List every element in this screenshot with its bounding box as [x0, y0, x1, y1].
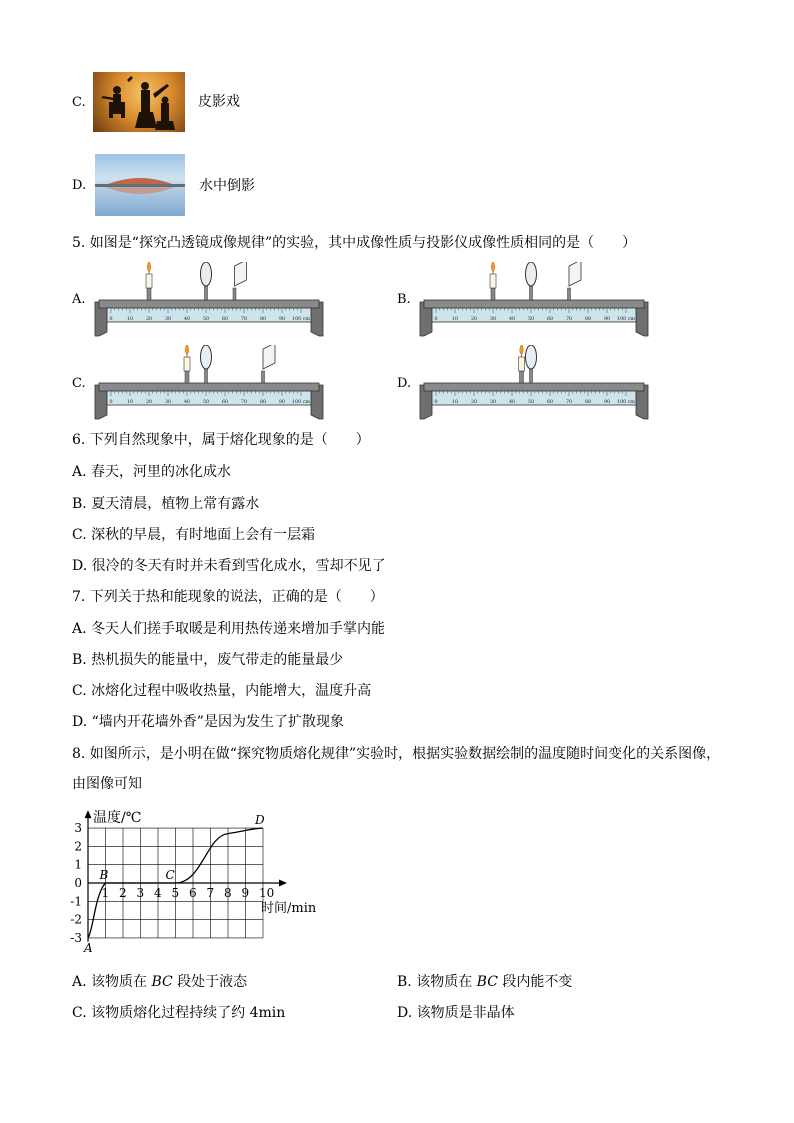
y-tick-label: -2 [70, 912, 82, 927]
ruler-label: 10 [126, 317, 134, 322]
bench-rail [424, 383, 644, 391]
y-tick-label: 0 [74, 876, 82, 890]
y-axis-label: 温度/℃ [93, 810, 142, 827]
y-tick-label: -1 [70, 894, 82, 909]
y-tick-label: 3 [74, 821, 82, 836]
q5-option-b-letter: B. [397, 292, 411, 307]
ruler-label: 50 [527, 400, 535, 405]
lens-holder [530, 286, 533, 300]
x-tick-label: 2 [119, 886, 127, 900]
x-tick-label: 9 [241, 886, 250, 900]
ruler-label: 90 [603, 317, 611, 322]
optical-bench-c [93, 345, 325, 420]
candle-flame [520, 345, 524, 355]
ruler-label: 40 [183, 317, 191, 322]
q5-option-a-letter: A. [72, 292, 86, 307]
light-screen [263, 345, 275, 369]
q5-stem: 5. 如图是“探究凸透镜成像规律”的实验，其中成像性质与投影仪成像性质相同的是（ ） [72, 235, 637, 251]
x-tick-label: 4 [154, 886, 162, 900]
shadow-puppet-image [93, 72, 185, 132]
ruler-label: 30 [164, 317, 172, 322]
q8-option-b-post: 段内能不变 [497, 974, 573, 990]
ruler-label: 60 [546, 317, 554, 322]
ruler-label: 50 [202, 317, 210, 322]
ruler-label: 10 [126, 400, 134, 405]
bench-rail [424, 300, 644, 308]
q5-option-c-letter: C. [72, 376, 86, 391]
x-tick-label: 5 [171, 886, 180, 900]
ruler-label: 100 cm [617, 400, 635, 405]
ruler-label: 40 [183, 400, 191, 405]
x-tick-label: 3 [136, 886, 145, 900]
q8-stem-line1: 8. 如图所示，是小明在做“探究物质熔化规律”实验时，根据实验数据绘制的温度随时间变化的关系图像， [72, 746, 721, 762]
y-axis-arrow [85, 810, 92, 818]
q6-option-c: C. 深秋的早晨，有时地面上会有一层霜 [72, 527, 316, 543]
ruler-label: 60 [221, 400, 229, 405]
melting-curve-chart [60, 795, 340, 965]
q5-option-d-letter: D. [397, 376, 412, 391]
x-tick-label: 8 [224, 886, 232, 900]
ruler-label: 0 [434, 400, 438, 405]
q6-option-a: A. 春天，河里的冰化成水 [72, 464, 232, 480]
q8-option-c: C. 该物质熔化过程持续了约 4min [72, 1005, 286, 1021]
q8-option-a-pre: A. 该物质在 [72, 974, 152, 990]
q8-stem-line2: 由图像可知 [72, 776, 142, 792]
optical-bench-a [93, 262, 325, 337]
ruler-label: 70 [565, 317, 573, 322]
point-label-d: D [255, 813, 265, 828]
q4-option-c-text: 皮影戏 [198, 94, 240, 110]
y-tick-label: 2 [74, 839, 82, 854]
ruler-label: 40 [508, 400, 516, 405]
q8-option-b [397, 975, 572, 989]
q8-option-a-italic: BC [151, 974, 173, 990]
ruler-label: 50 [202, 400, 210, 405]
candle-flame [491, 262, 495, 272]
x-tick-label: 1 [101, 886, 110, 900]
convex-lens [201, 345, 212, 369]
ruler-label: 30 [164, 400, 172, 405]
optical-bench-b [418, 262, 650, 337]
lens-holder [205, 369, 208, 383]
ruler-label: 20 [470, 400, 478, 405]
optical-bench-d [418, 345, 650, 420]
q8-option-b-italic: BC [476, 974, 498, 990]
ruler-label: 100 cm [292, 400, 310, 405]
candle [184, 357, 190, 371]
q6-option-b: B. 夏天清晨，植物上常有露水 [72, 496, 260, 512]
convex-lens [526, 345, 537, 369]
ruler-label: 90 [603, 400, 611, 405]
q7-stem: 7. 下列关于热和能现象的说法，正确的是（ ） [72, 589, 384, 605]
convex-lens [201, 262, 212, 286]
ruler-label: 10 [451, 400, 459, 405]
q8-option-d: D. 该物质是非晶体 [397, 1005, 515, 1021]
q7-option-a: A. 冬天人们搓手取暖是利用热传递来增加手掌内能 [72, 621, 386, 637]
q7-option-b: B. 热机损失的能量中，废气带走的能量最少 [72, 652, 344, 668]
ruler-label: 70 [565, 400, 573, 405]
ruler-label: 10 [451, 317, 459, 322]
ruler-label: 50 [527, 317, 535, 322]
candle [519, 357, 525, 371]
x-tick-label: 6 [189, 886, 197, 900]
lens-holder [530, 369, 533, 383]
candle [490, 274, 496, 288]
q4-option-d-letter: D. [72, 178, 87, 193]
x-tick-label: 10 [259, 886, 275, 900]
convex-lens [526, 262, 537, 286]
bench-rail [99, 383, 319, 391]
ruler-label: 70 [240, 317, 248, 322]
lens-holder [205, 286, 208, 300]
ruler-label: 60 [546, 400, 554, 405]
ruler-label: 90 [278, 317, 286, 322]
screen-holder [568, 288, 571, 300]
q7-option-d: D. “墙内开花墙外香”是因为发生了扩散现象 [72, 714, 344, 730]
water-reflection-image [95, 154, 185, 216]
candle-flame [185, 345, 189, 355]
ruler-label: 20 [470, 317, 478, 322]
ruler-label: 40 [508, 317, 516, 322]
ruler-label: 60 [221, 317, 229, 322]
q4-option-d-text: 水中倒影 [199, 178, 255, 194]
light-screen [235, 262, 247, 286]
point-label-a: A [84, 940, 93, 955]
ruler-label: 0 [109, 400, 113, 405]
ruler-label: 80 [584, 400, 592, 405]
y-tick-label: 1 [74, 857, 82, 872]
candle-holder [520, 371, 524, 383]
candle-holder [491, 288, 495, 300]
candle-flame [147, 262, 151, 272]
bench-rail [99, 300, 319, 308]
q8-option-b-pre: B. 该物质在 [397, 974, 477, 990]
q8-option-a [72, 975, 247, 989]
ruler-label: 70 [240, 400, 248, 405]
candle-holder [147, 288, 151, 300]
ruler-label: 0 [434, 317, 438, 322]
x-axis-arrow [279, 880, 287, 887]
ruler-label: 30 [489, 317, 497, 322]
ruler-label: 0 [109, 317, 113, 322]
ruler-label: 100 cm [292, 317, 310, 322]
ruler-label: 90 [278, 400, 286, 405]
ruler-label: 20 [145, 317, 153, 322]
candle [146, 274, 152, 288]
ruler-label: 80 [259, 400, 267, 405]
ruler-label: 100 cm [617, 317, 635, 322]
q4-option-c-letter: C. [72, 95, 86, 110]
x-axis-label: 时间/min [261, 901, 317, 916]
ruler-label: 80 [584, 317, 592, 322]
y-tick-label: -3 [70, 930, 82, 945]
ruler-label: 80 [259, 317, 267, 322]
screen-holder [262, 371, 265, 383]
q8-option-a-post: 段处于液态 [172, 974, 248, 990]
ruler-label: 20 [145, 400, 153, 405]
ruler-label: 30 [489, 400, 497, 405]
q7-option-c: C. 冰熔化过程中吸收热量，内能增大，温度升高 [72, 683, 372, 699]
screen-holder [233, 288, 236, 300]
light-screen [569, 262, 581, 286]
point-label-b: B [99, 868, 109, 882]
x-tick-label: 7 [206, 886, 215, 900]
q6-stem: 6. 下列自然现象中，属于熔化现象的是（ ） [72, 432, 370, 448]
candle-holder [185, 371, 189, 383]
q6-option-d: D. 很冷的冬天有时并未看到雪化成水，雪却不见了 [72, 558, 386, 574]
point-label-c: C [165, 868, 175, 882]
